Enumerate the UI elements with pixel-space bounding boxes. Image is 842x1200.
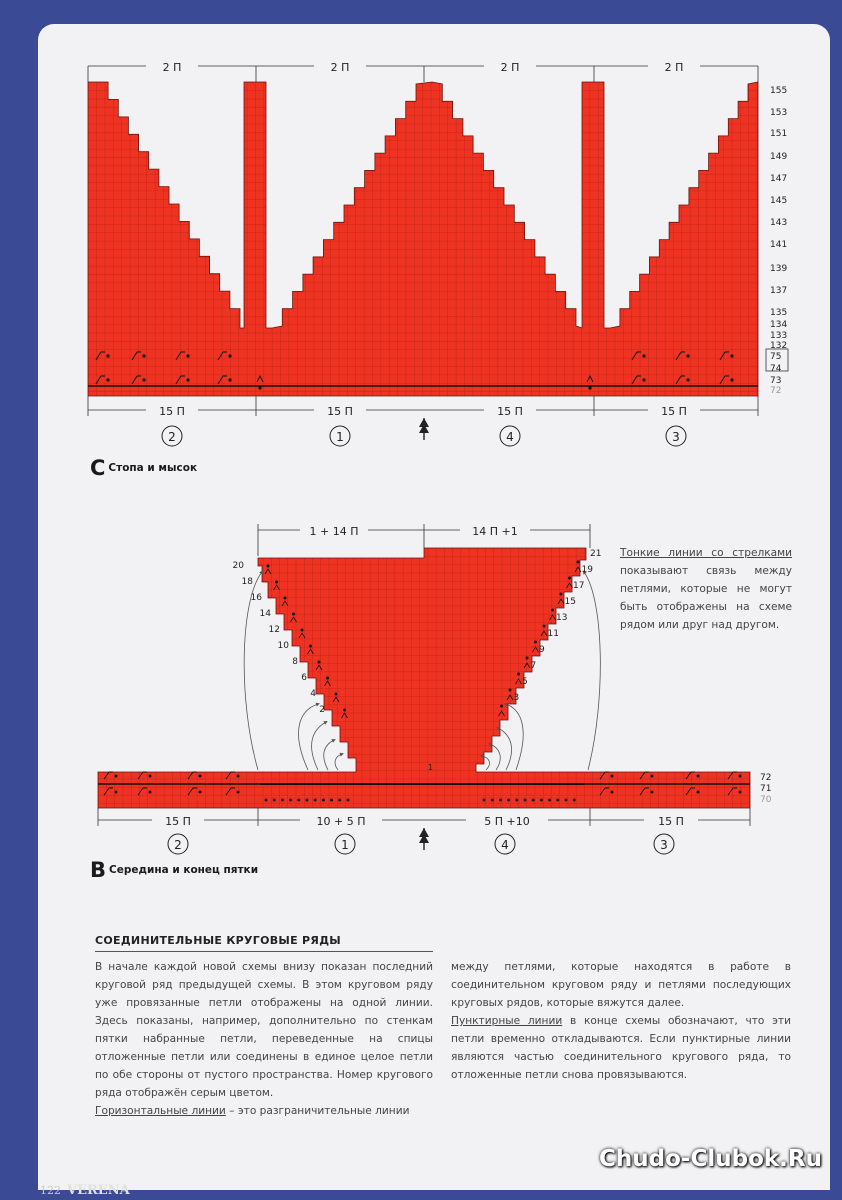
chart-c-row-label: 75 — [770, 352, 782, 362]
watermark: Chudo-Clubok.Ru — [599, 1146, 822, 1172]
chart-c-row-label: 153 — [770, 108, 788, 118]
page-footer — [40, 1183, 136, 1198]
article-paragraph-1: В начале каждой новой схемы внизу показан последний круговой ряд предыдущей схемы. В этом круговом ряду уже провязанные петли отображены на одной линии. Здесь показаны, например, дополнительно по стенкам пятки набранные петли, переведенные на спицы отложенные петли или соединены в единое целое петли по обе стороны от пустого пространства. Номер кругового ряда отображён серым цветом. — [95, 961, 433, 1099]
chart-c-row-labels — [766, 86, 788, 396]
chart-c-circle-number: 2 — [168, 430, 176, 444]
chart-c-group — [88, 61, 788, 446]
chart-b-row-label-right: 17 — [573, 581, 585, 591]
chart-b-row-label-left: 14 — [259, 609, 271, 619]
chart-c-top-dimensions — [88, 66, 758, 82]
chart-b-circle-number: 4 — [501, 838, 509, 852]
chart-b-circle-number: 3 — [660, 838, 668, 852]
section-c-letter: C — [90, 456, 105, 480]
chart-c-row-label: 147 — [770, 174, 788, 184]
chart-c-row-label: 141 — [770, 240, 788, 250]
chart-b-row-label-right: 15 — [564, 597, 576, 607]
chart-b-side-row-label: 70 — [760, 795, 772, 805]
chart-b-row-label-left: 12 — [268, 625, 280, 635]
chart-c-row-label: 139 — [770, 264, 788, 274]
chart-b-bottom-label: 5 П +10 — [484, 815, 530, 828]
section-b-title: Середина и конец пятки — [109, 864, 259, 876]
chart-b-bottom-label: 10 + 5 П — [316, 815, 366, 828]
chart-c-row-label: 151 — [770, 129, 788, 139]
arrow-note — [620, 544, 792, 634]
article-column-right — [451, 958, 791, 1084]
chart-b-row-label-right: 3 — [513, 693, 520, 703]
chart-c-bottom-label: 15 П — [327, 405, 353, 418]
chart-c-row-label: 145 — [770, 196, 788, 206]
article-heading: СОЕДИНИТЕЛЬНЫЕ КРУГОВЫЕ РЯДЫ — [95, 932, 433, 952]
chart-b-bottom-label: 15 П — [658, 815, 684, 828]
chart-b-bottom-dimensions — [98, 808, 750, 826]
chart-b-side-row-label: 71 — [760, 784, 772, 794]
chart-c-bottom-label: 15 П — [159, 405, 185, 418]
chart-b-row-label-right: 21 — [590, 549, 602, 559]
chart-b-row-label-left: 18 — [241, 577, 253, 587]
chart-b-side-row-label: 72 — [760, 773, 772, 783]
chart-c-circle-number: 1 — [336, 430, 344, 444]
chart-c-circle-number: 4 — [506, 430, 514, 444]
section-c-label — [90, 456, 197, 480]
chart-b-row-label-left: 2 — [319, 705, 325, 715]
chart-b-row-label-right: 19 — [581, 565, 593, 575]
chart-c-top-label: 2 П — [330, 61, 350, 74]
chart-c-center-arrow-icon — [419, 418, 429, 440]
chart-c-bottom-dimensions — [88, 396, 758, 416]
chart-b-top-label: 1 + 14 П — [309, 525, 359, 538]
chart-c-bottom-label: 15 П — [661, 405, 687, 418]
article-p4-lead: Пунктирные линии — [451, 1015, 563, 1027]
section-b-label — [90, 858, 258, 882]
chart-c-row-label: 72 — [770, 386, 782, 396]
page-number: 122 — [40, 1184, 61, 1197]
article-column-left — [95, 958, 433, 1120]
section-b-letter: B — [90, 858, 106, 882]
article-p4-text: в конце схемы обозначают, что эти петли временно откладываются. Если пунктирные линии являются частью соединительного кругового ряда, то отложенные петли снова провязываются. — [451, 1015, 791, 1081]
chart-b-top-label: 14 П +1 — [472, 525, 518, 538]
chart-b-bottom-label: 15 П — [165, 815, 191, 828]
chart-b-row-label-right: 13 — [556, 613, 568, 623]
chart-b-row-label-left: 10 — [277, 641, 289, 651]
chart-b-row-label-left: 20 — [232, 561, 244, 571]
chart-c-grid — [88, 82, 758, 396]
chart-c-row-label: 137 — [770, 286, 788, 296]
chart-b-row-label-start: 1 — [428, 763, 434, 772]
arrow-note-lead: Тонкие линии со стрелками — [620, 547, 792, 559]
chart-b-row-label-left: 6 — [301, 673, 307, 683]
chart-b-row-label-left: 4 — [310, 689, 316, 699]
chart-c-row-label: 135 — [770, 308, 788, 318]
chart-c-row-label: 132 — [770, 341, 788, 351]
chart-c-top-label: 2 П — [162, 61, 182, 74]
chart-b-row-label-left: 8 — [292, 657, 298, 667]
chart-b-circle-number: 1 — [341, 838, 349, 852]
chart-c-row-label: 74 — [770, 364, 782, 374]
chart-c-row-label: 143 — [770, 218, 788, 228]
section-c-title: Стопа и мысок — [108, 462, 198, 474]
chart-b-row-label-right: 5 — [522, 677, 528, 687]
article-paragraph-3: между петлями, которые находятся в работе в соединительном круговом ряду и петлями последующих круговых рядов, которые вяжутся далее. — [451, 961, 791, 1009]
chart-b-circle-number: 2 — [174, 838, 182, 852]
chart-b-row-label-right: 7 — [530, 661, 537, 671]
chart-c-top-label: 2 П — [664, 61, 684, 74]
chart-c-bottom-label: 15 П — [497, 405, 523, 418]
article-p2-lead: Горизонтальные линии — [95, 1105, 226, 1117]
chart-c-circle-number: 3 — [672, 430, 680, 444]
chart-c-row-label: 73 — [770, 376, 782, 386]
chart-b-row-label-right: 9 — [539, 645, 545, 655]
chart-c-top-label: 2 П — [500, 61, 520, 74]
chart-b-center-arrow-icon — [419, 828, 429, 850]
chart-b-row-label-left: 16 — [250, 593, 262, 603]
chart-b-row-label-right: 11 — [547, 629, 559, 639]
brand-logo: VERENA — [67, 1183, 130, 1198]
article-p2-text: – это разграничительные линии — [225, 1105, 410, 1117]
chart-c-row-label: 149 — [770, 152, 788, 162]
chart-c-row-label: 133 — [770, 331, 788, 341]
chart-c-row-label: 155 — [770, 86, 788, 96]
arrow-note-text: показывают связь между петлями, которые не могут быть отображены на схеме рядом или друг над другом. — [620, 565, 792, 631]
chart-c-row-label: 134 — [770, 320, 788, 330]
